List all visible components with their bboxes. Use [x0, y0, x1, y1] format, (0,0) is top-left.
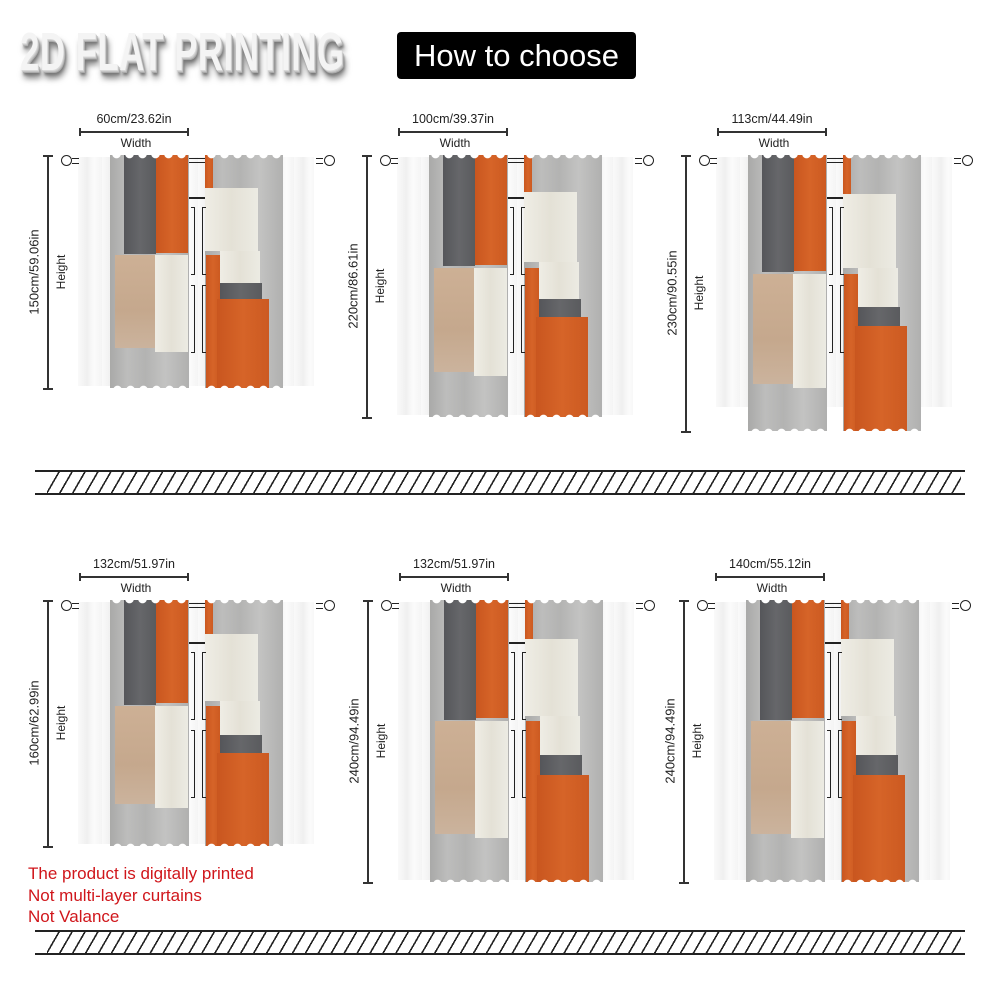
tieback-bracket [511, 652, 515, 720]
curtain-panel-right [843, 155, 921, 431]
ring-bracket-icon [962, 155, 973, 166]
paint-block-offwhite [474, 268, 507, 377]
tieback-bracket [511, 730, 515, 798]
ring-bracket-icon [644, 600, 655, 611]
height-caption: Height [374, 723, 388, 759]
paint-block-orange [792, 600, 824, 718]
paint-block-orange [156, 155, 188, 253]
height-dimension-line [683, 600, 685, 884]
height-dimension-line [47, 600, 49, 848]
floor-hatch-band [35, 470, 965, 495]
tieback-bracket [838, 652, 842, 720]
height-dimension-line [685, 155, 687, 433]
paint-block-orange [476, 600, 508, 718]
ring-bracket-icon [324, 155, 335, 166]
paint-block-offwhite [205, 634, 258, 700]
curtain-rod [189, 158, 205, 163]
product-notes [28, 863, 254, 928]
ring-bracket-icon [697, 600, 708, 611]
width-caption: Width [439, 136, 471, 150]
paint-block-dark-gray [220, 735, 262, 752]
paint-block-dark-gray [856, 755, 898, 775]
curtain-panel-left [110, 600, 189, 846]
height-caption: Height [690, 723, 704, 759]
how-to-choose-badge: How to choose [397, 32, 636, 79]
ring-bracket-icon [61, 155, 72, 166]
width-dimension-line [399, 576, 509, 578]
paint-block-dark-gray [760, 600, 792, 720]
paint-block-dark-gray [220, 283, 262, 299]
height-dimension-line [366, 155, 368, 419]
curtain-panel-right [205, 155, 283, 388]
curtain-rod [508, 158, 524, 163]
tieback-bracket [202, 652, 206, 720]
paint-block-offwhite [791, 721, 824, 838]
paint-block-offwhite [793, 274, 826, 389]
tieback-bracket [827, 730, 831, 798]
tieback-bracket [510, 285, 514, 353]
paint-block-offwhite [856, 716, 897, 755]
ring-bracket-icon [61, 600, 72, 611]
size-option-1 [26, 112, 348, 315]
curtain-panel-left [430, 600, 509, 882]
paint-block-offwhite [841, 639, 894, 715]
hatch-pattern [47, 472, 961, 493]
tieback-line [189, 197, 205, 199]
curtain-rod [827, 158, 843, 163]
note-digitally-printed: The product is digitally printed [28, 864, 254, 883]
height-value: 240cm/94.49in [662, 698, 678, 784]
height-dimension-line [47, 155, 49, 390]
width-value: 132cm/51.97in [92, 557, 176, 571]
note-not-valance: Not Valance [28, 907, 120, 926]
ring-bracket-icon [381, 600, 392, 611]
curtain-panel-left [429, 155, 508, 417]
paint-block-offwhite [205, 188, 258, 251]
curtain-rod [189, 603, 205, 608]
height-value: 160cm/62.99in [26, 680, 42, 766]
paint-block-offwhite [539, 262, 580, 299]
tieback-bracket [521, 285, 525, 353]
curtain-panel-right [524, 155, 602, 417]
paint-block-orange [217, 299, 269, 388]
paint-block-offwhite [540, 716, 581, 755]
width-caption: Width [440, 581, 472, 595]
tieback-bracket [191, 652, 195, 720]
paint-block-dark-gray [443, 155, 475, 266]
page-title: 2D FLAT PRINTING [20, 22, 345, 82]
paint-block-offwhite [858, 268, 899, 307]
paint-block-orange [217, 753, 269, 846]
tieback-line [825, 642, 841, 644]
paint-block-offwhite [220, 701, 261, 735]
paint-block-offwhite [155, 706, 188, 808]
width-dimension-line [79, 576, 189, 578]
paint-block-offwhite [524, 192, 577, 263]
paint-block-offwhite [475, 721, 508, 838]
width-value: 60cm/23.62in [96, 112, 172, 126]
paint-block-tan [115, 255, 155, 348]
height-value: 220cm/86.61in [345, 243, 361, 329]
tieback-bracket [840, 207, 844, 275]
tieback-bracket [202, 207, 206, 275]
width-value: 140cm/55.12in [728, 557, 812, 571]
tieback-bracket [829, 285, 833, 353]
paint-block-tan [434, 268, 474, 373]
ring-bracket-icon [324, 600, 335, 611]
width-value: 100cm/39.37in [411, 112, 495, 126]
tieback-bracket [838, 730, 842, 798]
tieback-bracket [191, 207, 195, 275]
size-option-2 [345, 112, 667, 329]
paint-block-orange [855, 326, 907, 431]
tieback-bracket [510, 207, 514, 275]
curtain-panel-left [746, 600, 825, 882]
curtain-panel-right [525, 600, 603, 882]
height-caption: Height [54, 254, 68, 289]
width-dimension-line [79, 131, 189, 133]
paint-block-dark-gray [539, 299, 581, 317]
tieback-bracket [522, 730, 526, 798]
paint-block-orange [536, 317, 588, 417]
paint-block-orange [794, 155, 826, 271]
tieback-bracket [202, 730, 206, 798]
ring-bracket-icon [960, 600, 971, 611]
width-value: 132cm/51.97in [412, 557, 496, 571]
ring-bracket-icon [643, 155, 654, 166]
height-caption: Height [373, 268, 387, 304]
paint-block-orange [537, 775, 589, 882]
tieback-line [827, 197, 843, 199]
height-value: 150cm/59.06in [26, 228, 42, 315]
paint-block-tan [435, 721, 475, 834]
paint-block-orange [156, 600, 188, 703]
width-dimension-line [717, 131, 827, 133]
tieback-bracket [521, 207, 525, 275]
width-caption: Width [756, 581, 788, 595]
tieback-bracket [840, 285, 844, 353]
curtain-panel-left [110, 155, 189, 388]
paint-block-dark-gray [540, 755, 582, 775]
floor-hatch-band [35, 930, 965, 955]
paint-block-dark-gray [858, 307, 900, 326]
paint-block-offwhite [525, 639, 578, 715]
width-caption: Width [758, 136, 790, 150]
width-value: 113cm/44.49in [731, 112, 813, 126]
curtain-rod [509, 603, 525, 608]
tieback-bracket [191, 730, 195, 798]
height-caption: Height [692, 275, 706, 311]
tieback-line [509, 642, 525, 644]
paint-block-dark-gray [762, 155, 794, 272]
height-value: 230cm/90.55in [664, 250, 680, 336]
curtain-rod [825, 603, 841, 608]
width-dimension-line [398, 131, 508, 133]
paint-block-offwhite [155, 255, 188, 352]
paint-block-orange [475, 155, 507, 265]
width-caption: Width [120, 136, 152, 150]
tieback-line [508, 197, 524, 199]
curtain-panel-right [841, 600, 919, 882]
curtain-panel-left [748, 155, 827, 431]
size-option-6 [662, 557, 984, 784]
width-caption: Width [120, 581, 152, 595]
size-option-3 [664, 112, 986, 336]
paint-block-dark-gray [124, 155, 156, 254]
paint-block-offwhite [843, 194, 896, 269]
width-dimension-line [715, 576, 825, 578]
ring-bracket-icon [699, 155, 710, 166]
tieback-bracket [827, 652, 831, 720]
paint-block-orange [853, 775, 905, 882]
tieback-bracket [522, 652, 526, 720]
paint-block-dark-gray [444, 600, 476, 720]
hatch-pattern [47, 932, 961, 953]
tieback-line [189, 642, 205, 644]
height-dimension-line [367, 600, 369, 884]
paint-block-tan [751, 721, 791, 834]
tieback-bracket [202, 285, 206, 353]
height-value: 240cm/94.49in [346, 698, 362, 784]
paint-block-tan [753, 274, 793, 384]
paint-block-dark-gray [124, 600, 156, 705]
paint-block-tan [115, 706, 155, 804]
size-option-5 [346, 557, 668, 784]
size-option-4 [26, 557, 348, 766]
note-not-multi-layer: Not multi-layer curtains [28, 885, 202, 905]
paint-block-offwhite [220, 251, 261, 284]
ring-bracket-icon [380, 155, 391, 166]
tieback-bracket [191, 285, 195, 353]
height-caption: Height [54, 705, 68, 741]
curtain-panel-right [205, 600, 283, 846]
tieback-bracket [829, 207, 833, 275]
